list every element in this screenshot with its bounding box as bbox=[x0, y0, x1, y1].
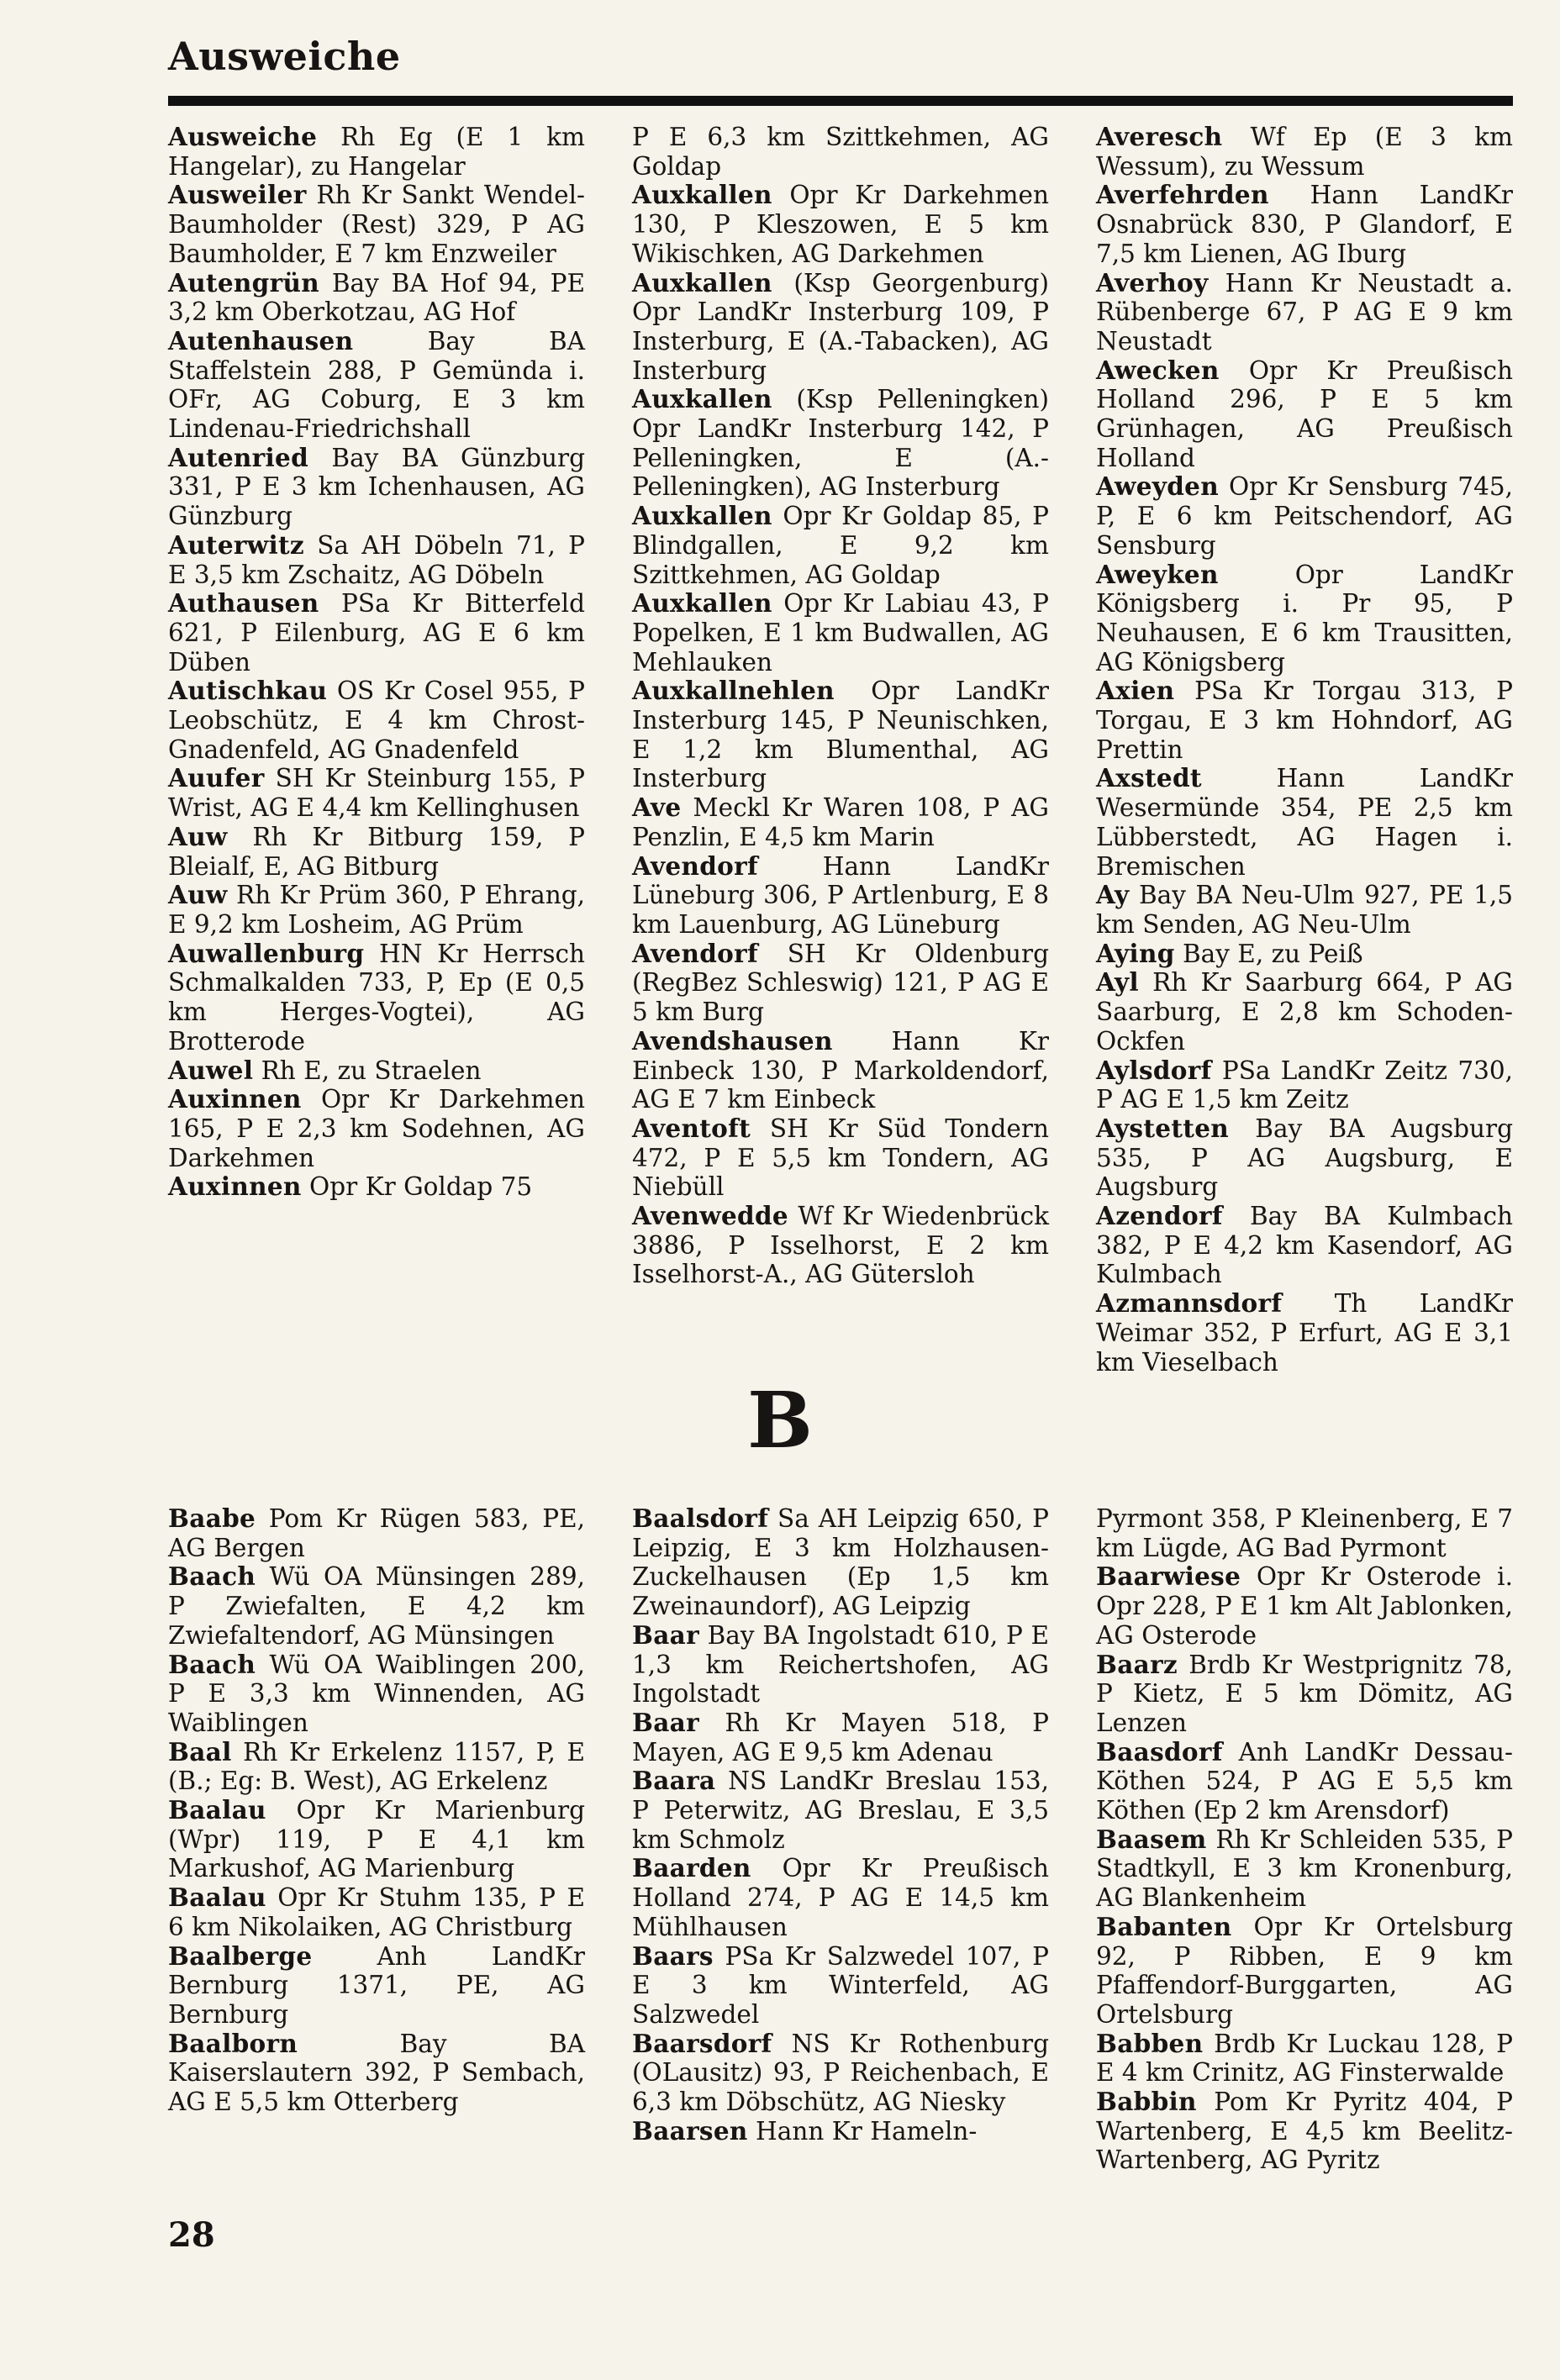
entry-headword: Auxkallnehlen bbox=[632, 676, 835, 706]
entry-text: Opr Kr Labiau 43, P Popelken, E 1 km Budwallen, AG Mehlauken bbox=[632, 589, 1049, 677]
entry-headword: Averfehrden bbox=[1096, 180, 1269, 210]
entry-headword: Aying bbox=[1096, 938, 1175, 968]
entry-text: Opr LandKr Insterburg 145, P Neunischken, E 1,2 km Blumenthal, AG Insterburg bbox=[632, 677, 1049, 793]
section-letter: B bbox=[747, 1375, 813, 1466]
gazetteer-entry bbox=[632, 589, 1049, 677]
entry-text: Rh Kr Saarburg 664, P AG Saarburg, E 2,8 km Schoden-Ockfen bbox=[1096, 968, 1513, 1056]
entry-headword: Baalau bbox=[168, 1882, 266, 1913]
gazetteer-entry bbox=[1096, 269, 1513, 356]
entry-headword: Axien bbox=[1096, 676, 1175, 706]
entry-text: Bay BA Ingolstadt 610, P E 1,3 km Reichertshofen, AG Ingolstadt bbox=[632, 1620, 1049, 1709]
column-3 bbox=[1096, 122, 1513, 1377]
entry-headword: Auxkallen bbox=[632, 180, 772, 210]
entry-text: Opr Kr Goldap 85, P Blindgallen, E 9,2 km Szittkehmen, AG Goldap bbox=[632, 502, 1049, 589]
entry-text: Meckl Kr Waren 108, P AG Penzlin, E 4,5 km Marin bbox=[632, 793, 1049, 851]
entry-headword: Baarden bbox=[632, 1853, 751, 1883]
entry-headword: Baar bbox=[632, 1707, 699, 1737]
entry-headword: Babanten bbox=[1096, 1911, 1232, 1941]
gazetteer-entry bbox=[168, 823, 585, 881]
column-2 bbox=[632, 123, 1049, 1316]
entry-text: SH Kr Süd Tondern 472, P E 5,5 km Tondern, AG Niebüll bbox=[632, 1114, 1049, 1202]
entry-text: Sa AH Döbeln 71, P E 3,5 km Zschaitz, AG Döbeln bbox=[168, 530, 585, 589]
entry-headword: Awecken bbox=[1096, 355, 1220, 385]
entry-text: Opr Kr Preußisch Holland 296, P E 5 km Grünhagen, AG Preußisch Holland bbox=[1096, 355, 1513, 472]
entry-headword: Avendorf bbox=[632, 850, 758, 881]
entry-headword: Autischkau bbox=[168, 676, 328, 706]
gazetteer-entry bbox=[168, 1651, 585, 1738]
entry-headword: Auw bbox=[168, 880, 228, 910]
entry-text: Bay BA Kaiserslautern 392, P Sembach, AG E 5,5 km Otterberg bbox=[168, 2029, 585, 2117]
entry-text: P E 6,3 km Szittkehmen, AG Goldap bbox=[632, 123, 1049, 181]
entry-text: Opr Kr Stuhm 135, P E 6 km Nikolaiken, AG Christburg bbox=[168, 1883, 585, 1941]
column-5 bbox=[632, 1504, 1049, 2202]
entry-text: Brdb Kr Luckau 128, P E 4 km Crinitz, AG Finsterwalde bbox=[1096, 2029, 1513, 2088]
entry-text: Wf Ep (E 3 km Wessum), zu Wessum bbox=[1096, 123, 1513, 181]
entry-text: Rh E, zu Straelen bbox=[253, 1056, 482, 1085]
entry-text: Opr Kr Osterode i. Opr 228, P E 1 km Alt Jablonken, AG Osterode bbox=[1096, 1562, 1513, 1650]
entry-headword: Autenried bbox=[168, 442, 309, 472]
gazetteer-entry bbox=[1096, 181, 1513, 268]
entry-text: Wf Kr Wiedenbrück 3886, P Isselhorst, E 2 km Isselhorst-A., AG Gütersloh bbox=[632, 1202, 1049, 1289]
entry-text: Opr Kr Goldap 75 bbox=[301, 1172, 533, 1202]
entry-headword: Aylsdorf bbox=[1096, 1055, 1212, 1085]
gazetteer-entry bbox=[632, 385, 1049, 502]
entry-text: Brdb Kr Westprignitz 78, P Kietz, E 5 km Dömitz, AG Lenzen bbox=[1096, 1650, 1513, 1737]
entry-headword: Aweyden bbox=[1096, 471, 1219, 502]
gazetteer-entry bbox=[168, 444, 585, 531]
entry-text: Hann Kr Neustadt a. Rübenberge 67, P AG E 9 km Neustadt bbox=[1096, 268, 1513, 355]
entry-headword: Aweyken bbox=[1096, 559, 1219, 589]
gazetteer-entry bbox=[632, 1027, 1049, 1114]
entry-headword: Baarz bbox=[1096, 1649, 1178, 1679]
gazetteer-entry bbox=[1096, 472, 1513, 560]
entry-headword: Ay bbox=[1096, 880, 1130, 910]
entry-text: Pyrmont 358, P Kleinenberg, E 7 km Lügde, AG Bad Pyrmont bbox=[1096, 1504, 1513, 1562]
entry-text: Opr LandKr Königsberg i. Pr 95, P Neuhausen, E 6 km Trausitten, AG Königsberg bbox=[1096, 560, 1513, 677]
top-columns bbox=[168, 122, 1513, 1377]
entry-headword: Aventoft bbox=[632, 1113, 751, 1143]
entry-headword: Baal bbox=[168, 1736, 232, 1767]
gazetteer-entry bbox=[632, 2117, 1049, 2146]
gazetteer-entry bbox=[632, 1767, 1049, 1854]
gazetteer-entry bbox=[1096, 764, 1513, 881]
gazetteer-entry bbox=[168, 181, 585, 268]
entry-headword: Azmannsdorf bbox=[1096, 1288, 1283, 1319]
gazetteer-entry bbox=[168, 327, 585, 444]
entry-text: NS Kr Rothenburg (OLausitz) 93, P Reichenbach, E 6,3 km Döbschütz, AG Niesky bbox=[632, 2029, 1049, 2117]
entry-headword: Auxkallen bbox=[632, 384, 772, 414]
gazetteer-entry bbox=[632, 1709, 1049, 1767]
gazetteer-entry bbox=[632, 181, 1049, 268]
running-head: Ausweiche bbox=[168, 34, 401, 79]
entry-headword: Baarsdorf bbox=[632, 2028, 772, 2058]
entry-headword: Baasem bbox=[1096, 1824, 1207, 1854]
column-6 bbox=[1096, 1504, 1513, 2202]
entry-text: SH Kr Steinburg 155, P Wrist, AG E 4,4 km Kellinghusen bbox=[168, 764, 585, 823]
gazetteer-entry bbox=[1096, 2030, 1513, 2088]
gazetteer-entry bbox=[168, 1883, 585, 1941]
gazetteer-entry bbox=[168, 881, 585, 939]
gazetteer-entry bbox=[1096, 881, 1513, 939]
bottom-columns bbox=[168, 1504, 1513, 2202]
entry-text: Rh Eg (E 1 km Hangelar), zu Hangelar bbox=[168, 123, 585, 181]
gazetteer-entry bbox=[168, 940, 585, 1056]
entry-headword: Babbin bbox=[1096, 2087, 1197, 2117]
gazetteer-entry bbox=[1096, 1202, 1513, 1289]
entry-headword: Autengrün bbox=[168, 267, 319, 298]
entry-text: (Ksp Pelleningken) Opr LandKr Insterburg 142, P Pelleningken, E (A.-Pelleningken), AG Insterburg bbox=[632, 385, 1049, 502]
entry-text: NS LandKr Breslau 153, P Peterwitz, AG Breslau, E 3,5 km Schmolz bbox=[632, 1767, 1049, 1854]
entry-text: Rh Kr Mayen 518, P Mayen, AG E 9,5 km Adenau bbox=[632, 1708, 1049, 1767]
entry-text: Rh Kr Sankt Wendel-Baumholder (Rest) 329, P AG Baumholder, E 7 km Enzweiler bbox=[168, 181, 585, 268]
entry-headword: Avendorf bbox=[632, 938, 758, 968]
gazetteer-entry bbox=[1096, 1738, 1513, 1825]
page-number: 28 bbox=[168, 2215, 215, 2255]
entry-headword: Baabe bbox=[168, 1503, 256, 1533]
entry-headword: Averesch bbox=[1096, 122, 1223, 151]
gazetteer-entry bbox=[168, 1562, 585, 1650]
entry-headword: Baarsen bbox=[632, 2115, 748, 2146]
entry-text: Bay BA Augsburg 535, P AG Augsburg, E Augsburg bbox=[1096, 1114, 1513, 1202]
entry-headword: Auterwitz bbox=[168, 529, 304, 560]
entry-headword: Baasdorf bbox=[1096, 1736, 1223, 1767]
entry-headword: Ave bbox=[632, 792, 682, 823]
entry-headword: Baars bbox=[632, 1940, 714, 1971]
entry-text: Bay BA Hof 94, PE 3,2 km Oberkotzau, AG Hof bbox=[168, 268, 585, 327]
entry-text: Wü OA Waiblingen 200, P E 3,3 km Winnenden, AG Waiblingen bbox=[168, 1650, 585, 1737]
entry-headword: Avendshausen bbox=[632, 1025, 833, 1056]
gazetteer-entry bbox=[1096, 1056, 1513, 1114]
gazetteer-entry bbox=[168, 1942, 585, 2030]
entry-headword: Auxkallen bbox=[632, 267, 772, 298]
entry-text: Rh Kr Schleiden 535, P Stadtkyll, E 3 km Kronenburg, AG Blankenheim bbox=[1096, 1824, 1513, 1913]
entry-text: Bay BA Günzburg 331, P E 3 km Ichenhausen, AG Günzburg bbox=[168, 443, 585, 531]
gazetteer-entry bbox=[168, 2030, 585, 2117]
entry-text: (Ksp Georgenburg) Opr LandKr Insterburg 109, P Insterburg, E (A.-Tabacken), AG Insterburg bbox=[632, 268, 1049, 385]
gazetteer-entry bbox=[632, 502, 1049, 589]
entry-headword: Axstedt bbox=[1096, 763, 1202, 793]
gazetteer-entry bbox=[632, 940, 1049, 1027]
entry-text: Opr Kr Sensburg 745, P, E 6 km Peitschendorf, AG Sensburg bbox=[1096, 472, 1513, 560]
entry-text: Pom Kr Rügen 583, PE, AG Bergen bbox=[168, 1504, 585, 1562]
gazetteer-entry bbox=[168, 531, 585, 589]
entry-headword: Baarwiese bbox=[1096, 1561, 1241, 1592]
header-rule bbox=[168, 96, 1513, 106]
gazetteer-entry bbox=[1096, 356, 1513, 473]
entry-headword: Auw bbox=[168, 821, 228, 851]
entry-text: Pom Kr Pyritz 404, P Wartenberg, E 4,5 km Beelitz-Wartenberg, AG Pyritz bbox=[1096, 2088, 1513, 2175]
gazetteer-entry bbox=[632, 677, 1049, 793]
gazetteer-entry bbox=[632, 123, 1049, 181]
gazetteer-entry bbox=[632, 793, 1049, 851]
entry-headword: Babben bbox=[1096, 2028, 1204, 2058]
entry-text: Sa AH Leipzig 650, P Leipzig, E 3 km Holzhausen-Zuckelhausen (Ep 1,5 km Zweinaundorf), AG Leipzig bbox=[632, 1504, 1049, 1621]
entry-headword: Baara bbox=[632, 1766, 716, 1796]
entry-text: Th LandKr Weimar 352, P Erfurt, AG E 3,1 km Vieselbach bbox=[1096, 1289, 1513, 1377]
entry-headword: Baach bbox=[168, 1649, 256, 1679]
gazetteer-entry bbox=[1096, 2088, 1513, 2175]
entry-text: Hann Kr Hameln- bbox=[747, 2116, 978, 2146]
gazetteer-entry bbox=[168, 764, 585, 822]
entry-headword: Auxkallen bbox=[632, 588, 772, 619]
gazetteer-entry bbox=[1096, 1651, 1513, 1738]
gazetteer-entry bbox=[632, 1202, 1049, 1289]
entry-text: PSa Kr Torgau 313, P Torgau, E 3 km Hohndorf, AG Prettin bbox=[1096, 677, 1513, 764]
entry-headword: Averhoy bbox=[1096, 267, 1209, 298]
gazetteer-entry bbox=[168, 1738, 585, 1796]
entry-headword: Authausen bbox=[168, 588, 319, 619]
entry-headword: Baalberge bbox=[168, 1940, 313, 1971]
entry-text: Hann LandKr Lüneburg 306, P Artlenburg, E 8 km Lauenburg, AG Lüneburg bbox=[632, 851, 1049, 939]
gazetteer-entry bbox=[632, 1942, 1049, 2030]
entry-headword: Baach bbox=[168, 1561, 256, 1592]
entry-text: Bay BA Kulmbach 382, P E 4,2 km Kasendorf, AG Kulmbach bbox=[1096, 1202, 1513, 1289]
gazetteer-entry bbox=[168, 1056, 585, 1086]
entry-text: Hann LandKr Osnabrück 830, P Glandorf, E 7,5 km Lienen, AG Iburg bbox=[1096, 181, 1513, 268]
gazetteer-entry bbox=[632, 852, 1049, 940]
entry-headword: Avenwedde bbox=[632, 1201, 788, 1231]
gazetteer-entry bbox=[1096, 1504, 1513, 1562]
gazetteer-entry bbox=[1096, 968, 1513, 1056]
entry-text: Opr Kr Preußisch Holland 274, P AG E 14,5 km Mühlhausen bbox=[632, 1854, 1049, 1941]
gazetteer-entry bbox=[1096, 1825, 1513, 1913]
entry-text: Bay E, zu Peiß bbox=[1174, 939, 1363, 968]
gazetteer-entry bbox=[1096, 123, 1513, 181]
column-4 bbox=[168, 1504, 585, 2202]
entry-text: Rh Kr Erkelenz 1157, P, E (B.; Eg: B. West), AG Erkelenz bbox=[168, 1737, 585, 1796]
entry-headword: Azendorf bbox=[1096, 1201, 1223, 1231]
gazetteer-entry bbox=[168, 1504, 585, 1562]
entry-headword: Aystetten bbox=[1096, 1113, 1230, 1143]
entry-text: Opr Kr Marienburg (Wpr) 119, P E 4,1 km Markushof, AG Marienburg bbox=[168, 1796, 585, 1883]
column-1 bbox=[168, 123, 585, 1316]
gazetteer-entry bbox=[168, 589, 585, 677]
entry-headword: Autenhausen bbox=[168, 325, 354, 355]
entry-headword: Auwel bbox=[168, 1055, 254, 1085]
entry-text: Bay BA Neu-Ulm 927, PE 1,5 km Senden, AG Neu-Ulm bbox=[1096, 881, 1513, 939]
entry-headword: Baalborn bbox=[168, 2028, 298, 2058]
entry-text: Bay BA Staffelstein 288, P Gemünda i. OFr, AG Coburg, E 3 km Lindenau-Friedrichshall bbox=[168, 326, 585, 444]
gazetteer-entry bbox=[632, 269, 1049, 386]
entry-text: Opr Kr Darkehmen 130, P Kleszowen, E 5 km Wikischken, AG Darkehmen bbox=[632, 181, 1049, 268]
gazetteer-entry bbox=[168, 269, 585, 327]
gazetteer-entry bbox=[168, 1172, 585, 1202]
gazetteer-entry bbox=[1096, 561, 1513, 677]
entry-text: OS Kr Cosel 955, P Leobschütz, E 4 km Chrost-Gnadenfeld, AG Gnadenfeld bbox=[168, 677, 585, 764]
entry-headword: Ayl bbox=[1096, 967, 1139, 998]
entry-headword: Ausweiler bbox=[168, 180, 307, 210]
entry-headword: Baar bbox=[632, 1619, 699, 1650]
entry-headword: Ausweiche bbox=[168, 122, 318, 151]
gazetteer-entry bbox=[168, 1085, 585, 1172]
entry-text: Hann Kr Einbeck 130, P Markoldendorf, AG E 7 km Einbeck bbox=[632, 1026, 1049, 1114]
entry-headword: Auwallenburg bbox=[168, 938, 365, 968]
gazetteer-entry bbox=[632, 1621, 1049, 1709]
gazetteer-entry bbox=[1096, 940, 1513, 969]
entry-text: Rh Kr Bitburg 159, P Bleialf, E, AG Bitburg bbox=[168, 822, 585, 881]
gazetteer-entry bbox=[632, 1114, 1049, 1202]
entry-text: PSa LandKr Zeitz 730, P AG E 1,5 km Zeitz bbox=[1096, 1056, 1513, 1114]
gazetteer-entry bbox=[632, 1854, 1049, 1941]
entry-text: Rh Kr Prüm 360, P Ehrang, E 9,2 km Losheim, AG Prüm bbox=[168, 881, 585, 939]
entry-text: HN Kr Herrsch Schmalkalden 733, P, Ep (E 0,5 km Herges-Vogtei), AG Brotterode bbox=[168, 939, 585, 1056]
gazetteer-entry bbox=[168, 1796, 585, 1883]
gazetteer-entry bbox=[1096, 1114, 1513, 1202]
entry-headword: Baalsdorf bbox=[632, 1503, 769, 1533]
entry-headword: Auxkallen bbox=[632, 501, 772, 531]
gazetteer-entry bbox=[1096, 677, 1513, 764]
gazetteer-entry bbox=[1096, 1289, 1513, 1377]
entry-text: Wü OA Münsingen 289, P Zwiefalten, E 4,2 km Zwiefaltendorf, AG Münsingen bbox=[168, 1562, 585, 1650]
entry-headword: Baalau bbox=[168, 1795, 266, 1825]
entry-text: Hann LandKr Wesermünde 354, PE 2,5 km Lübberstedt, AG Hagen i. Bremischen bbox=[1096, 764, 1513, 881]
entry-headword: Auxinnen bbox=[168, 1084, 302, 1114]
gazetteer-entry bbox=[1096, 1562, 1513, 1650]
entry-headword: Auufer bbox=[168, 763, 265, 793]
entry-headword: Auxinnen bbox=[168, 1172, 302, 1202]
entry-text: Anh LandKr Bernburg 1371, PE, AG Bernburg bbox=[168, 1941, 585, 2029]
entry-text: PSa Kr Salzwedel 107, P E 3 km Winterfeld, AG Salzwedel bbox=[632, 1941, 1049, 2029]
gazetteer-entry bbox=[632, 2030, 1049, 2117]
gazetteer-entry bbox=[168, 123, 585, 181]
entry-text: Opr Kr Ortelsburg 92, P Ribben, E 9 km Pfaffendorf-Burggarten, AG Ortelsburg bbox=[1096, 1912, 1513, 2029]
entry-text: Anh LandKr Dessau-Köthen 524, P AG E 5,5 km Köthen (Ep 2 km Arensdorf) bbox=[1096, 1737, 1513, 1825]
entry-text: Opr Kr Darkehmen 165, P E 2,3 km Sodehnen, AG Darkehmen bbox=[168, 1085, 585, 1172]
entry-text: PSa Kr Bitterfeld 621, P Eilenburg, AG E 6 km Düben bbox=[168, 589, 585, 677]
entry-text: SH Kr Oldenburg (RegBez Schleswig) 121, P AG E 5 km Burg bbox=[632, 939, 1049, 1027]
gazetteer-entry bbox=[632, 1504, 1049, 1621]
gazetteer-entry bbox=[1096, 1913, 1513, 2030]
gazetteer-entry bbox=[168, 677, 585, 764]
